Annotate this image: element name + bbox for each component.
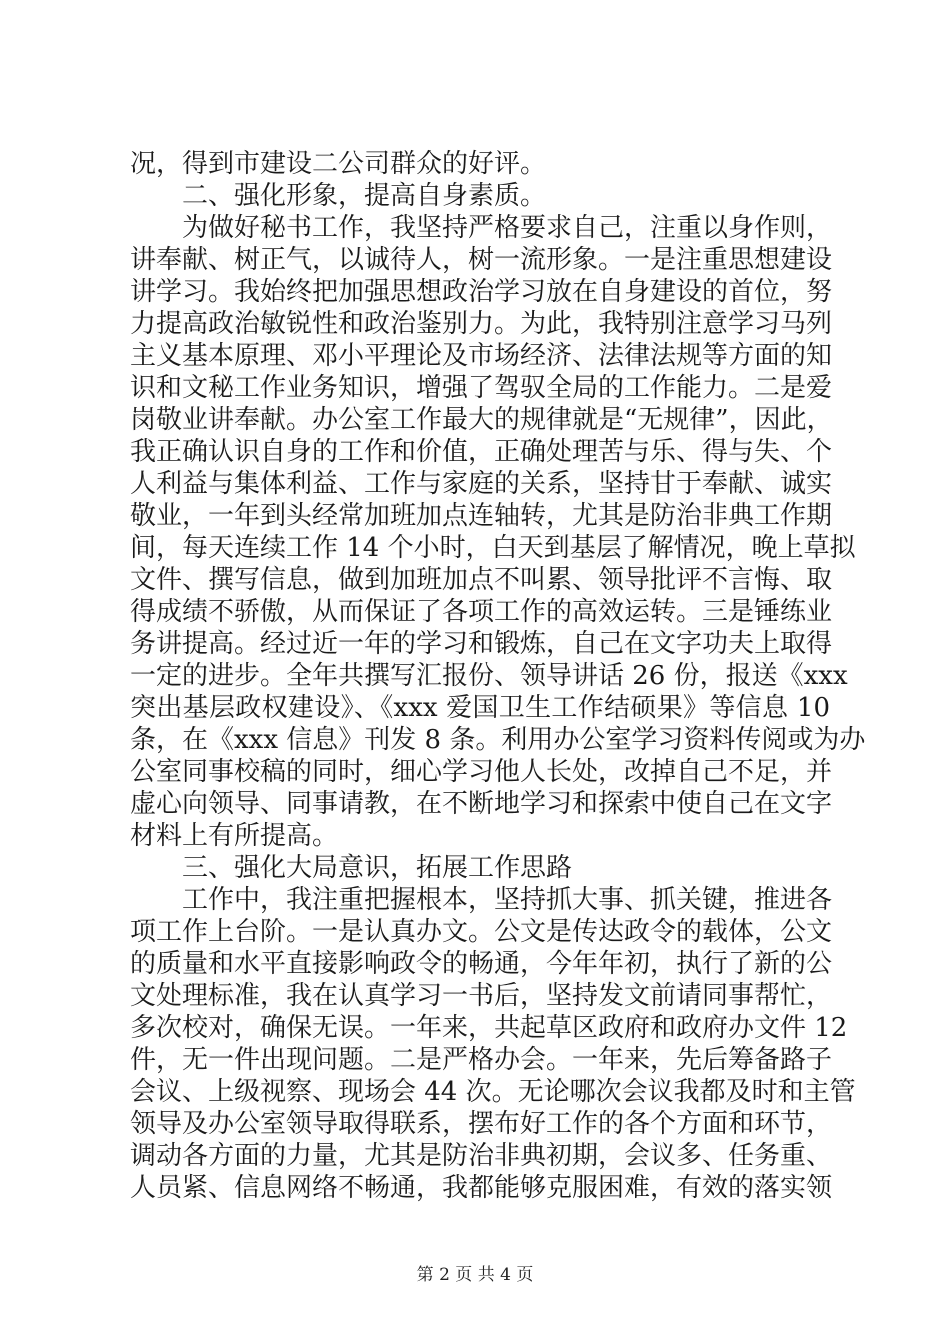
text-line: 力提高政治敏锐性和政治鉴别力。为此，我特别注意学习马列	[130, 309, 833, 339]
text-line: 我正确认识自身的工作和价值，正确处理苦与乐、得与失、个	[130, 437, 833, 467]
text-line: 突出基层政权建设》、《xxx 爱国卫生工作结硕果》等信息 10	[130, 693, 830, 723]
text-line: 务讲提高。经过近一年的学习和锻炼，自己在文字功夫上取得	[130, 629, 833, 659]
text-line: 件，无一件出现问题。二是严格办会。一年来，先后筹备路子	[130, 1045, 833, 1075]
text-line: 公室同事校稿的同时，细心学习他人长处，改掉自己不足，并	[130, 757, 833, 787]
page-footer: 第 2 页 共 4 页	[416, 1265, 534, 1285]
text-line: 多次校对，确保无误。一年来，共起草区政府和政府办文件 12	[130, 1013, 848, 1043]
text-line: 文处理标准，我在认真学习一书后，坚持发文前请同事帮忙，	[130, 981, 833, 1011]
text-line: 会议、上级视察、现场会 44 次。无论哪次会议我都及时和主管	[130, 1077, 856, 1107]
text-line: 得成绩不骄傲，从而保证了各项工作的高效运转。三是锤练业	[130, 597, 833, 627]
text-line: 项工作上台阶。一是认真办文。公文是传达政令的载体，公文	[130, 917, 833, 947]
text-line: 主义基本原理、邓小平理论及市场经济、法律法规等方面的知	[130, 341, 833, 371]
text-line: 工作中，我注重把握根本，坚持抓大事、抓关键，推进各	[182, 885, 833, 915]
text-line: 岗敬业讲奉献。办公室工作最大的规律就是“无规律”，因此，	[130, 405, 833, 435]
text-line: 讲奉献、树正气，以诚待人，树一流形象。一是注重思想建设	[130, 245, 833, 275]
text-line: 材料上有所提高。	[130, 821, 339, 851]
text-line: 间，每天连续工作 14 个小时，白天到基层了解情况，晚上草拟	[130, 533, 856, 563]
text-line: 况，得到市建设二公司群众的好评。	[130, 149, 547, 179]
text-line: 领导及办公室领导取得联系，摆布好工作的各个方面和环节，	[130, 1109, 833, 1139]
text-line: 三、强化大局意识，拓展工作思路	[182, 853, 573, 883]
text-line: 人员紧、信息网络不畅通，我都能够克服困难，有效的落实领	[130, 1173, 833, 1203]
text-line: 讲学习。我始终把加强思想政治学习放在自身建设的首位，努	[130, 277, 833, 307]
text-line: 调动各方面的力量，尤其是防治非典初期，会议多、任务重、	[130, 1141, 833, 1171]
text-line: 敬业，一年到头经常加班加点连轴转，尤其是防治非典工作期	[130, 501, 833, 531]
text-line: 虚心向领导、同事请教，在不断地学习和探索中使自己在文字	[130, 789, 833, 819]
text-line: 人利益与集体利益、工作与家庭的关系，坚持甘于奉献、诚实	[130, 469, 833, 499]
text-line: 二、强化形象，提高自身素质。	[182, 181, 547, 211]
text-line: 文件、撰写信息，做到加班加点不叫累、领导批评不言悔、取	[130, 565, 833, 595]
text-line: 一定的进步。全年共撰写汇报份、领导讲话 26 份，报送《xxx	[130, 661, 848, 691]
text-line: 条，在《xxx 信息》刊发 8 条。利用办公室学习资料传阅或为办	[130, 725, 866, 755]
text-line: 为做好秘书工作，我坚持严格要求自己，注重以身作则，	[182, 213, 833, 243]
document-body	[130, 148, 866, 1204]
text-line: 识和文秘工作业务知识，增强了驾驭全局的工作能力。二是爱	[130, 373, 833, 403]
text-line: 的质量和水平直接影响政令的畅通，今年年初，执行了新的公	[130, 949, 833, 979]
